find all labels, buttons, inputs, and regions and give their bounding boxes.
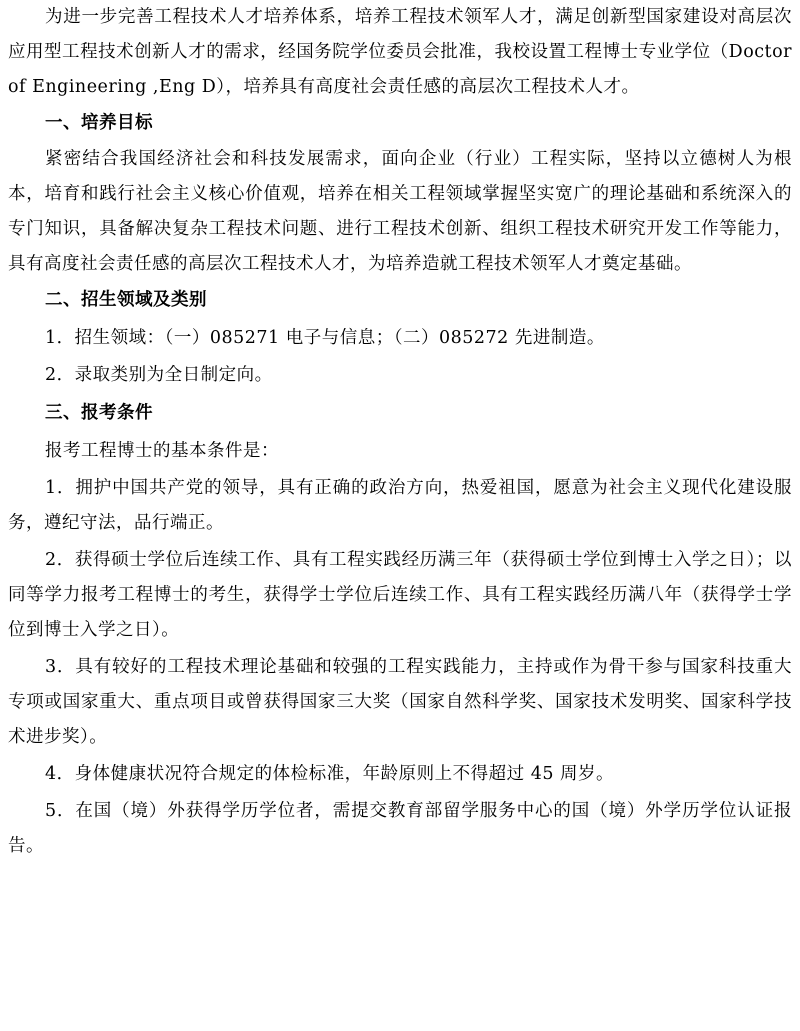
intro-paragraph: 为进一步完善工程技术人才培养体系，培养工程技术领军人才，满足创新型国家建设对高层次应用型工程技术创新人才的需求，经国务院学位委员会批准，我校设置工程博士专业学位（Doctor of Engineering ,Eng D），培养具有高度社会责任感的高层次工程技术人才。 bbox=[8, 7, 792, 97]
section-application-requirements bbox=[8, 395, 792, 864]
section-training-goals bbox=[8, 105, 792, 282]
section-heading: 三、报考条件 bbox=[45, 403, 153, 423]
list-item: 3．具有较好的工程技术理论基础和较强的工程实践能力，主持或作为骨干参与国家科技重大专项或国家重大、重点项目或曾获得国家三大奖（国家自然科学奖、国家技术发明奖、国家科学技术进步奖）。 bbox=[8, 657, 792, 747]
section-paragraph: 紧密结合我国经济社会和科技发展需求，面向企业（行业）工程实际，坚持以立德树人为根本，培育和践行社会主义核心价值观，培养在相关工程领域掌握坚实宽广的理论基础和系统深入的专门知识，具备解决复杂工程技术问题、进行工程技术创新、组织工程技术研究开发工作等能力，具有高度社会责任感的高层次工程技术人才，为培养造就工程技术领军人才奠定基础。 bbox=[8, 149, 792, 274]
section-enrollment-fields bbox=[8, 282, 792, 393]
section-heading: 一、培养目标 bbox=[45, 113, 153, 133]
list-item: 4．身体健康状况符合规定的体检标准，年龄原则上不得超过 45 周岁。 bbox=[45, 764, 615, 784]
document-body bbox=[8, 0, 792, 866]
list-item: 2．录取类别为全日制定向。 bbox=[45, 365, 273, 385]
list-item: 5．在国（境）外获得学历学位者，需提交教育部留学服务中心的国（境）外学历学位认证报告。 bbox=[8, 801, 792, 856]
section-paragraph: 报考工程博士的基本条件是： bbox=[45, 441, 279, 461]
list-item: 2．获得硕士学位后连续工作、具有工程实践经历满三年（获得硕士学位到博士入学之日）；以同等学力报考工程博士的考生，获得学士学位后连续工作、具有工程实践经历满八年（获得学士学位到博士入学之日）。 bbox=[8, 550, 792, 640]
list-item: 1．招生领域：（一）085271 电子与信息；（二）085272 先进制造。 bbox=[45, 328, 605, 348]
section-heading: 二、招生领域及类别 bbox=[45, 290, 207, 310]
list-item: 1．拥护中国共产党的领导，具有正确的政治方向，热爱祖国，愿意为社会主义现代化建设服务，遵纪守法，品行端正。 bbox=[8, 478, 792, 533]
